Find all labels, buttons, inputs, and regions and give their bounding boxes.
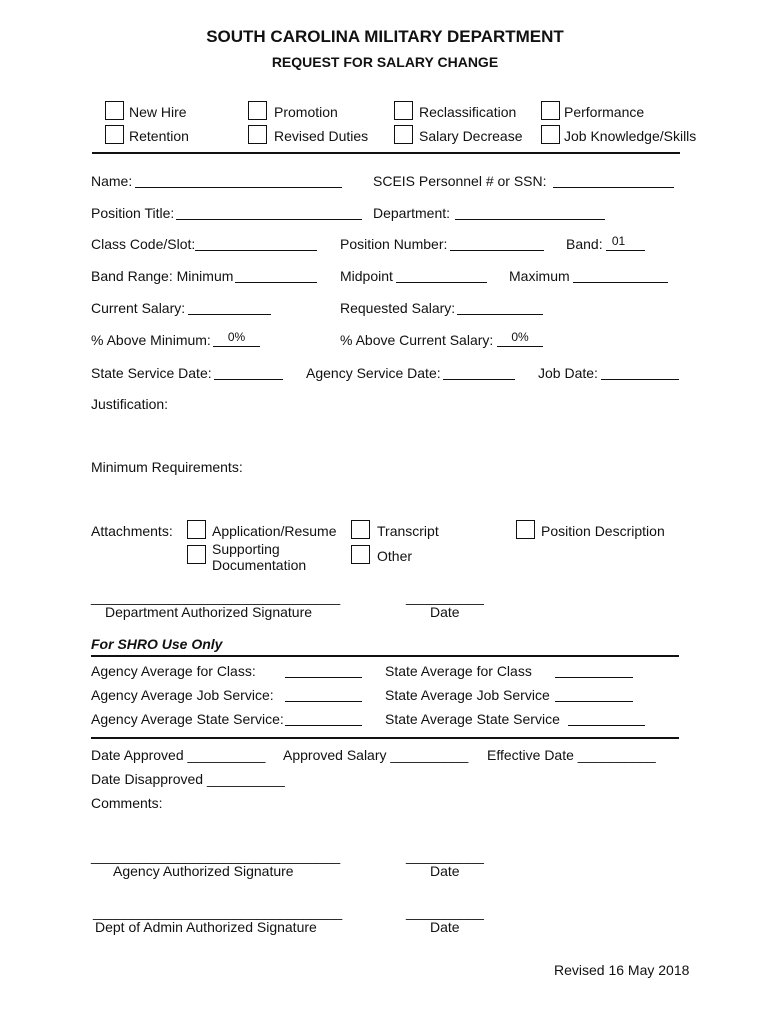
department-signature-label: Department Authorized Signature — [105, 604, 313, 620]
performance-label: Performance — [564, 104, 645, 120]
agency-date-line[interactable]: __________ — [406, 848, 484, 864]
justification-label: Justification: — [91, 396, 169, 412]
above-current-field[interactable] — [497, 346, 543, 347]
maximum-label: Maximum — [509, 268, 570, 284]
revision-note: Revised 16 May 2018 — [554, 962, 690, 978]
job-knowledge-checkbox[interactable] — [541, 125, 560, 144]
class-code-label: Class Code/Slot: — [91, 236, 196, 252]
transcript-checkbox[interactable] — [351, 520, 370, 539]
agency-avg-job-field[interactable] — [285, 701, 362, 702]
retention-checkbox[interactable] — [105, 125, 124, 144]
position-number-field[interactable] — [450, 250, 544, 251]
performance-checkbox[interactable] — [541, 101, 560, 120]
state-service-date-label: State Service Date: — [91, 365, 212, 381]
state-avg-state-field[interactable] — [568, 725, 645, 726]
effective-date-field[interactable]: Effective Date __________ — [487, 747, 656, 763]
application-resume-label: Application/Resume — [212, 523, 337, 539]
sceis-field[interactable] — [553, 187, 674, 188]
band-value: 01 — [611, 234, 626, 248]
new-hire-label: New Hire — [129, 104, 187, 120]
agency-avg-state-field[interactable] — [285, 725, 362, 726]
department-label: Department: — [373, 205, 451, 221]
department-field[interactable] — [455, 219, 605, 220]
agency-signature-label: Agency Authorized Signature — [113, 863, 294, 879]
midpoint-label: Midpoint — [340, 268, 393, 284]
band-field[interactable] — [606, 250, 645, 251]
documentation-label: Documentation — [212, 557, 307, 573]
state-avg-class-label: State Average for Class — [385, 663, 532, 679]
department-date-line[interactable]: __________ — [406, 589, 484, 605]
retention-label: Retention — [129, 128, 189, 144]
position-description-checkbox[interactable] — [516, 520, 535, 539]
above-minimum-value: 0% — [227, 330, 246, 344]
position-number-label: Position Number: — [340, 236, 448, 252]
dept-admin-signature-label: Dept of Admin Authorized Signature — [95, 919, 317, 935]
agency-service-date-label: Agency Service Date: — [306, 365, 441, 381]
agency-avg-class-field[interactable] — [285, 677, 362, 678]
position-title-label: Position Title: — [91, 205, 175, 221]
department-signature-line[interactable]: ________________________________ — [91, 589, 341, 605]
revised-duties-checkbox[interactable] — [248, 125, 267, 144]
band-range-min-label: Band Range: Minimum — [91, 268, 234, 284]
agency-avg-class-label: Agency Average for Class: — [91, 663, 256, 679]
job-date-label: Job Date: — [538, 365, 598, 381]
other-label: Other — [377, 548, 413, 564]
current-salary-field[interactable] — [188, 314, 271, 315]
band-label: Band: — [566, 236, 603, 252]
agency-service-date-field[interactable] — [443, 379, 515, 380]
shro-heading: For SHRO Use Only — [91, 636, 223, 652]
minimum-requirements-label: Minimum Requirements: — [91, 459, 243, 475]
dept-admin-date-label: Date — [430, 919, 460, 935]
agency-signature-line[interactable]: ________________________________ — [91, 848, 341, 864]
midpoint-field[interactable] — [396, 282, 487, 283]
above-minimum-label: % Above Minimum: — [91, 332, 211, 348]
name-field[interactable] — [135, 187, 342, 188]
new-hire-checkbox[interactable] — [105, 101, 124, 120]
dept-admin-date-line[interactable]: __________ — [406, 904, 484, 920]
maximum-field[interactable] — [573, 282, 668, 283]
name-label: Name: — [91, 173, 133, 189]
above-current-value: 0% — [511, 330, 529, 344]
state-avg-job-label: State Average Job Service — [385, 687, 550, 703]
state-avg-class-field[interactable] — [555, 677, 633, 678]
approved-salary-field[interactable]: Approved Salary __________ — [283, 747, 469, 763]
revised-duties-label: Revised Duties — [274, 128, 369, 144]
dept-admin-signature-line[interactable]: ________________________________ — [93, 904, 343, 920]
promotion-checkbox[interactable] — [248, 101, 267, 120]
sceis-label: SCEIS Personnel # or SSN: — [373, 173, 547, 189]
job-date-field[interactable] — [601, 379, 679, 380]
salary-decrease-label: Salary Decrease — [419, 128, 523, 144]
state-avg-job-field[interactable] — [555, 701, 633, 702]
reclassification-label: Reclassification — [419, 104, 517, 120]
application-resume-checkbox[interactable] — [187, 520, 206, 539]
salary-decrease-checkbox[interactable] — [394, 125, 413, 144]
class-code-field[interactable] — [195, 250, 317, 251]
comments-label: Comments: — [91, 795, 163, 811]
above-current-label: % Above Current Salary: — [340, 332, 494, 348]
section-divider — [92, 152, 680, 154]
date-approved-field[interactable]: Date Approved __________ — [91, 747, 266, 763]
state-service-date-field[interactable] — [214, 379, 283, 380]
requested-salary-label: Requested Salary: — [340, 300, 456, 316]
attachments-label: Attachments: — [91, 523, 173, 539]
approval-divider — [91, 737, 679, 739]
supporting-label: Supporting — [212, 541, 280, 557]
above-minimum-field[interactable] — [213, 346, 260, 347]
state-avg-state-label: State Average State Service — [385, 711, 560, 727]
reclassification-checkbox[interactable] — [394, 101, 413, 120]
agency-date-label: Date — [430, 863, 460, 879]
requested-salary-field[interactable] — [457, 314, 543, 315]
shro-divider — [91, 655, 679, 657]
job-knowledge-label: Job Knowledge/Skills — [564, 128, 697, 144]
form-title: SOUTH CAROLINA MILITARY DEPARTMENT — [206, 27, 564, 46]
position-title-field[interactable] — [176, 219, 362, 220]
transcript-label: Transcript — [377, 523, 439, 539]
promotion-label: Promotion — [274, 104, 338, 120]
current-salary-label: Current Salary: — [91, 300, 186, 316]
department-date-label: Date — [430, 604, 460, 620]
form-subtitle: REQUEST FOR SALARY CHANGE — [271, 54, 499, 70]
agency-avg-state-label: Agency Average State Service: — [91, 711, 284, 727]
position-description-label: Position Description — [541, 523, 665, 539]
agency-avg-job-label: Agency Average Job Service: — [91, 687, 274, 703]
other-checkbox[interactable] — [351, 545, 370, 564]
date-disapproved-field[interactable]: Date Disapproved __________ — [91, 771, 285, 787]
supporting-documentation-checkbox[interactable] — [187, 545, 206, 564]
band-range-min-field[interactable] — [235, 282, 317, 283]
